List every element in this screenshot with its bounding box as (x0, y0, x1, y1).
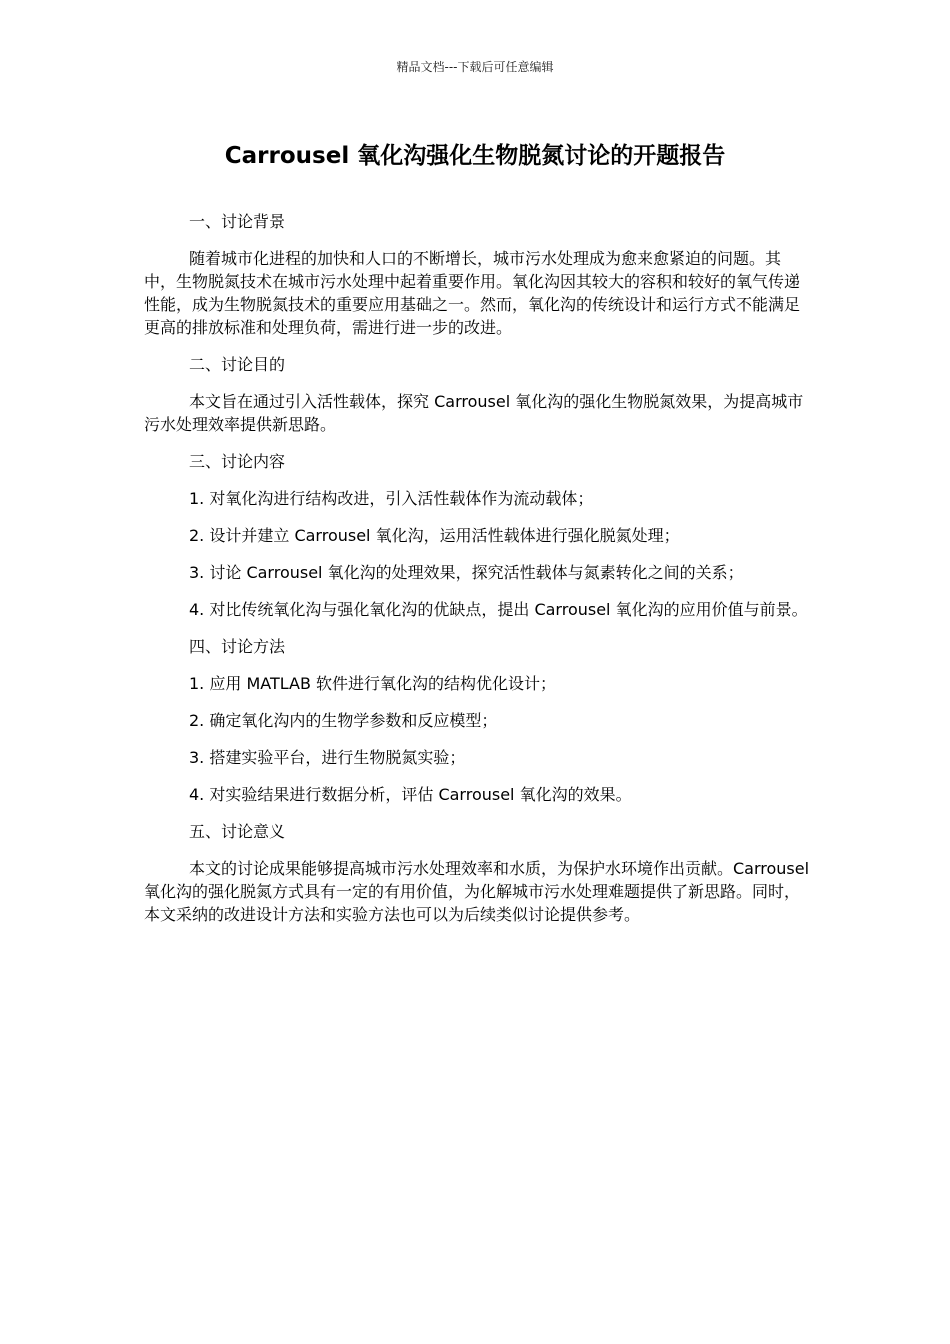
background-paragraph: 随着城市化进程的加快和人口的不断增长，城市污水处理成为愈来愈紧迫的问题。其中，生物脱氮技术在城市污水处理中起着重要作用。氧化沟因其较大的容积和较好的氧气传递性能，成为生物脱氮技术的重要应用基础之一。然而，氧化沟的传统设计和运行方式不能满足更高的排放标准和处理负荷，需进行进一步的改进。 (144, 249, 801, 337)
significance-paragraph: 本文的讨论成果能够提高城市污水处理效率和水质，为保护水环境作出贡献。Carrousel 氧化沟的强化脱氮方式具有一定的有用价值，为化解城市污水处理难题提供了新思路。同时，本文采纳的改进设计方法和实验方法也可以为后续类似讨论提供参考。 (144, 859, 810, 924)
method-item: 2. 确定氧化沟内的生物学参数和反应模型； (189, 711, 498, 730)
content-item: 3. 讨论 Carrousel 氧化沟的处理效果，探究活性载体与氮素转化之间的关系； (189, 563, 744, 582)
method-item: 4. 对实验结果进行数据分析，评估 Carrousel 氧化沟的效果。 (189, 785, 632, 804)
content-item: 2. 设计并建立 Carrousel 氧化沟，运用活性载体进行强化脱氮处理； (189, 526, 680, 545)
section-heading-background: 一、讨论背景 (189, 212, 286, 231)
section-heading-purpose: 二、讨论目的 (189, 355, 286, 374)
content-item: 1. 对氧化沟进行结构改进，引入活性载体作为流动载体； (189, 489, 594, 508)
document-title: Carrousel 氧化沟强化生物脱氮讨论的开题报告 (224, 143, 726, 169)
content-item: 4. 对比传统氧化沟与强化氧化沟的优缺点，提出 Carrousel 氧化沟的应用价值与前景。 (189, 600, 808, 619)
header-note: 精品文档---下载后可任意编辑 (396, 60, 554, 74)
purpose-paragraph: 本文旨在通过引入活性载体，探究 Carrousel 氧化沟的强化生物脱氮效果，为提高城市污水处理效率提供新思路。 (144, 392, 804, 434)
section-heading-methods: 四、讨论方法 (189, 637, 286, 656)
method-item: 1. 应用 MATLAB 软件进行氧化沟的结构优化设计； (189, 674, 557, 693)
document-body (144, 210, 810, 940)
section-heading-content: 三、讨论内容 (189, 452, 286, 471)
method-item: 3. 搭建实验平台，进行生物脱氮实验； (189, 748, 466, 767)
section-heading-significance: 五、讨论意义 (189, 822, 286, 841)
